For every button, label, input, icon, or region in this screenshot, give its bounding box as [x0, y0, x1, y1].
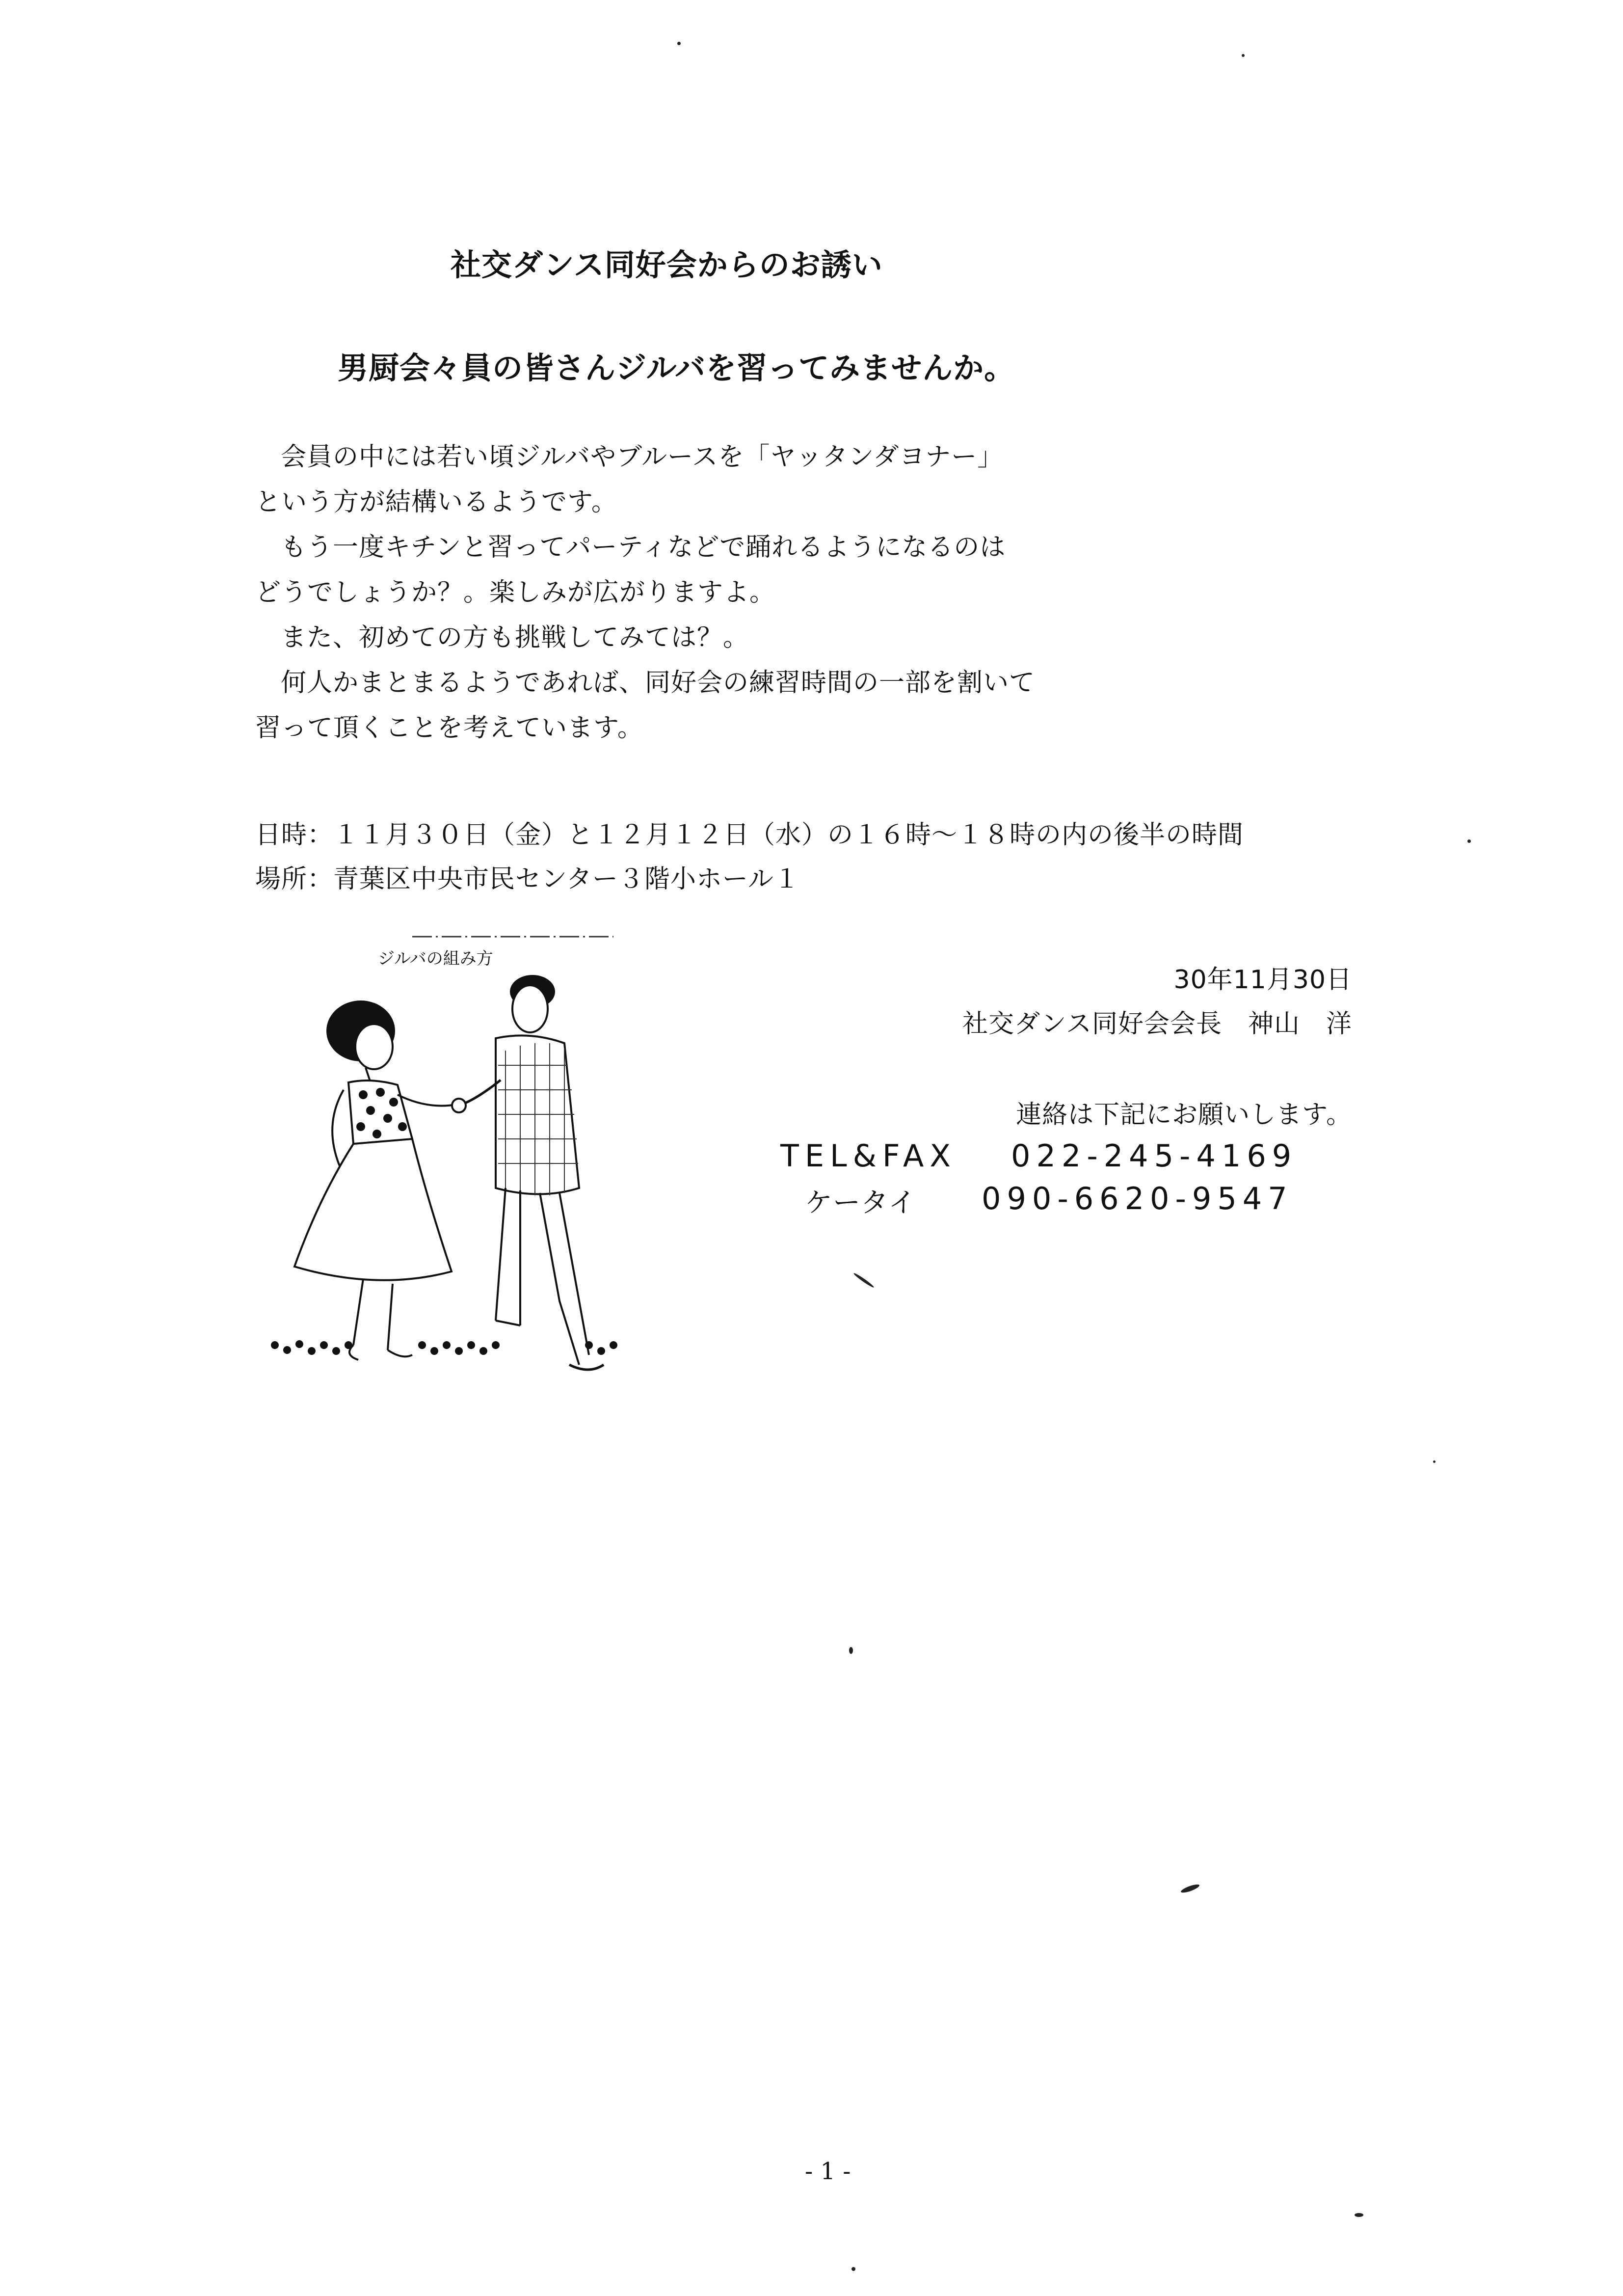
dance-illustration: [265, 933, 628, 1463]
jive-couple-figure: [265, 933, 628, 1463]
author-signature: 社交ダンス同好会会長 神山 洋: [962, 1009, 1352, 1039]
body-line: また、初めての方も挑戦してみては？。: [281, 623, 749, 652]
mobile-label: ケータイ: [805, 1187, 916, 1219]
body-line: 会員の中には若い頃ジルバやブルースを「ヤッタンダヨナー」: [281, 442, 1004, 472]
body-line: 習って頂くことを考えています。: [255, 713, 643, 743]
body-line: 何人かまとまるようであれば、同好会の練習時間の一部を割いて: [281, 668, 1036, 698]
body-line: もう一度キチンと習ってパーティなどで踊れるようになるのは: [281, 533, 1006, 562]
page-title: 社交ダンス同好会からのお誘い: [451, 247, 883, 283]
scan-speck: [849, 1647, 853, 1654]
scan-speck: [1467, 839, 1471, 843]
tel-fax-number: 022-245-4169: [1011, 1138, 1298, 1174]
scan-speck: [1433, 1460, 1436, 1463]
body-line: という方が結構いるようです。: [255, 487, 617, 517]
event-place: 場所：青葉区中央市民センター３階小ホール１: [255, 864, 800, 894]
document-date: 30年11月30日: [1173, 965, 1352, 995]
scan-speck: [853, 1272, 875, 1289]
page-number: - 1 -: [805, 2158, 851, 2185]
scan-speck: [851, 2267, 855, 2271]
event-datetime: 日時：１１月３０日（金）と１２月１２日（水）の１６時～１８時の内の後半の時間: [255, 820, 1244, 850]
body-line: どうでしょうか？。楽しみが広がりますよ。: [255, 578, 776, 607]
scan-speck: [1355, 2213, 1363, 2217]
page-subtitle: 男厨会々員の皆さんジルバを習ってみませんか。: [338, 350, 1015, 386]
illustration-caption: ジルバの組み方: [378, 949, 493, 969]
body-text: [255, 434, 1035, 751]
tel-fax-label: TEL&FAX: [780, 1138, 957, 1174]
scan-speck: [1242, 54, 1245, 57]
mobile-number: 090-6620-9547: [982, 1181, 1293, 1216]
scan-speck: [677, 42, 681, 45]
contact-intro: 連絡は下記にお願いします。: [1016, 1100, 1352, 1130]
scan-speck: [1180, 1883, 1200, 1894]
